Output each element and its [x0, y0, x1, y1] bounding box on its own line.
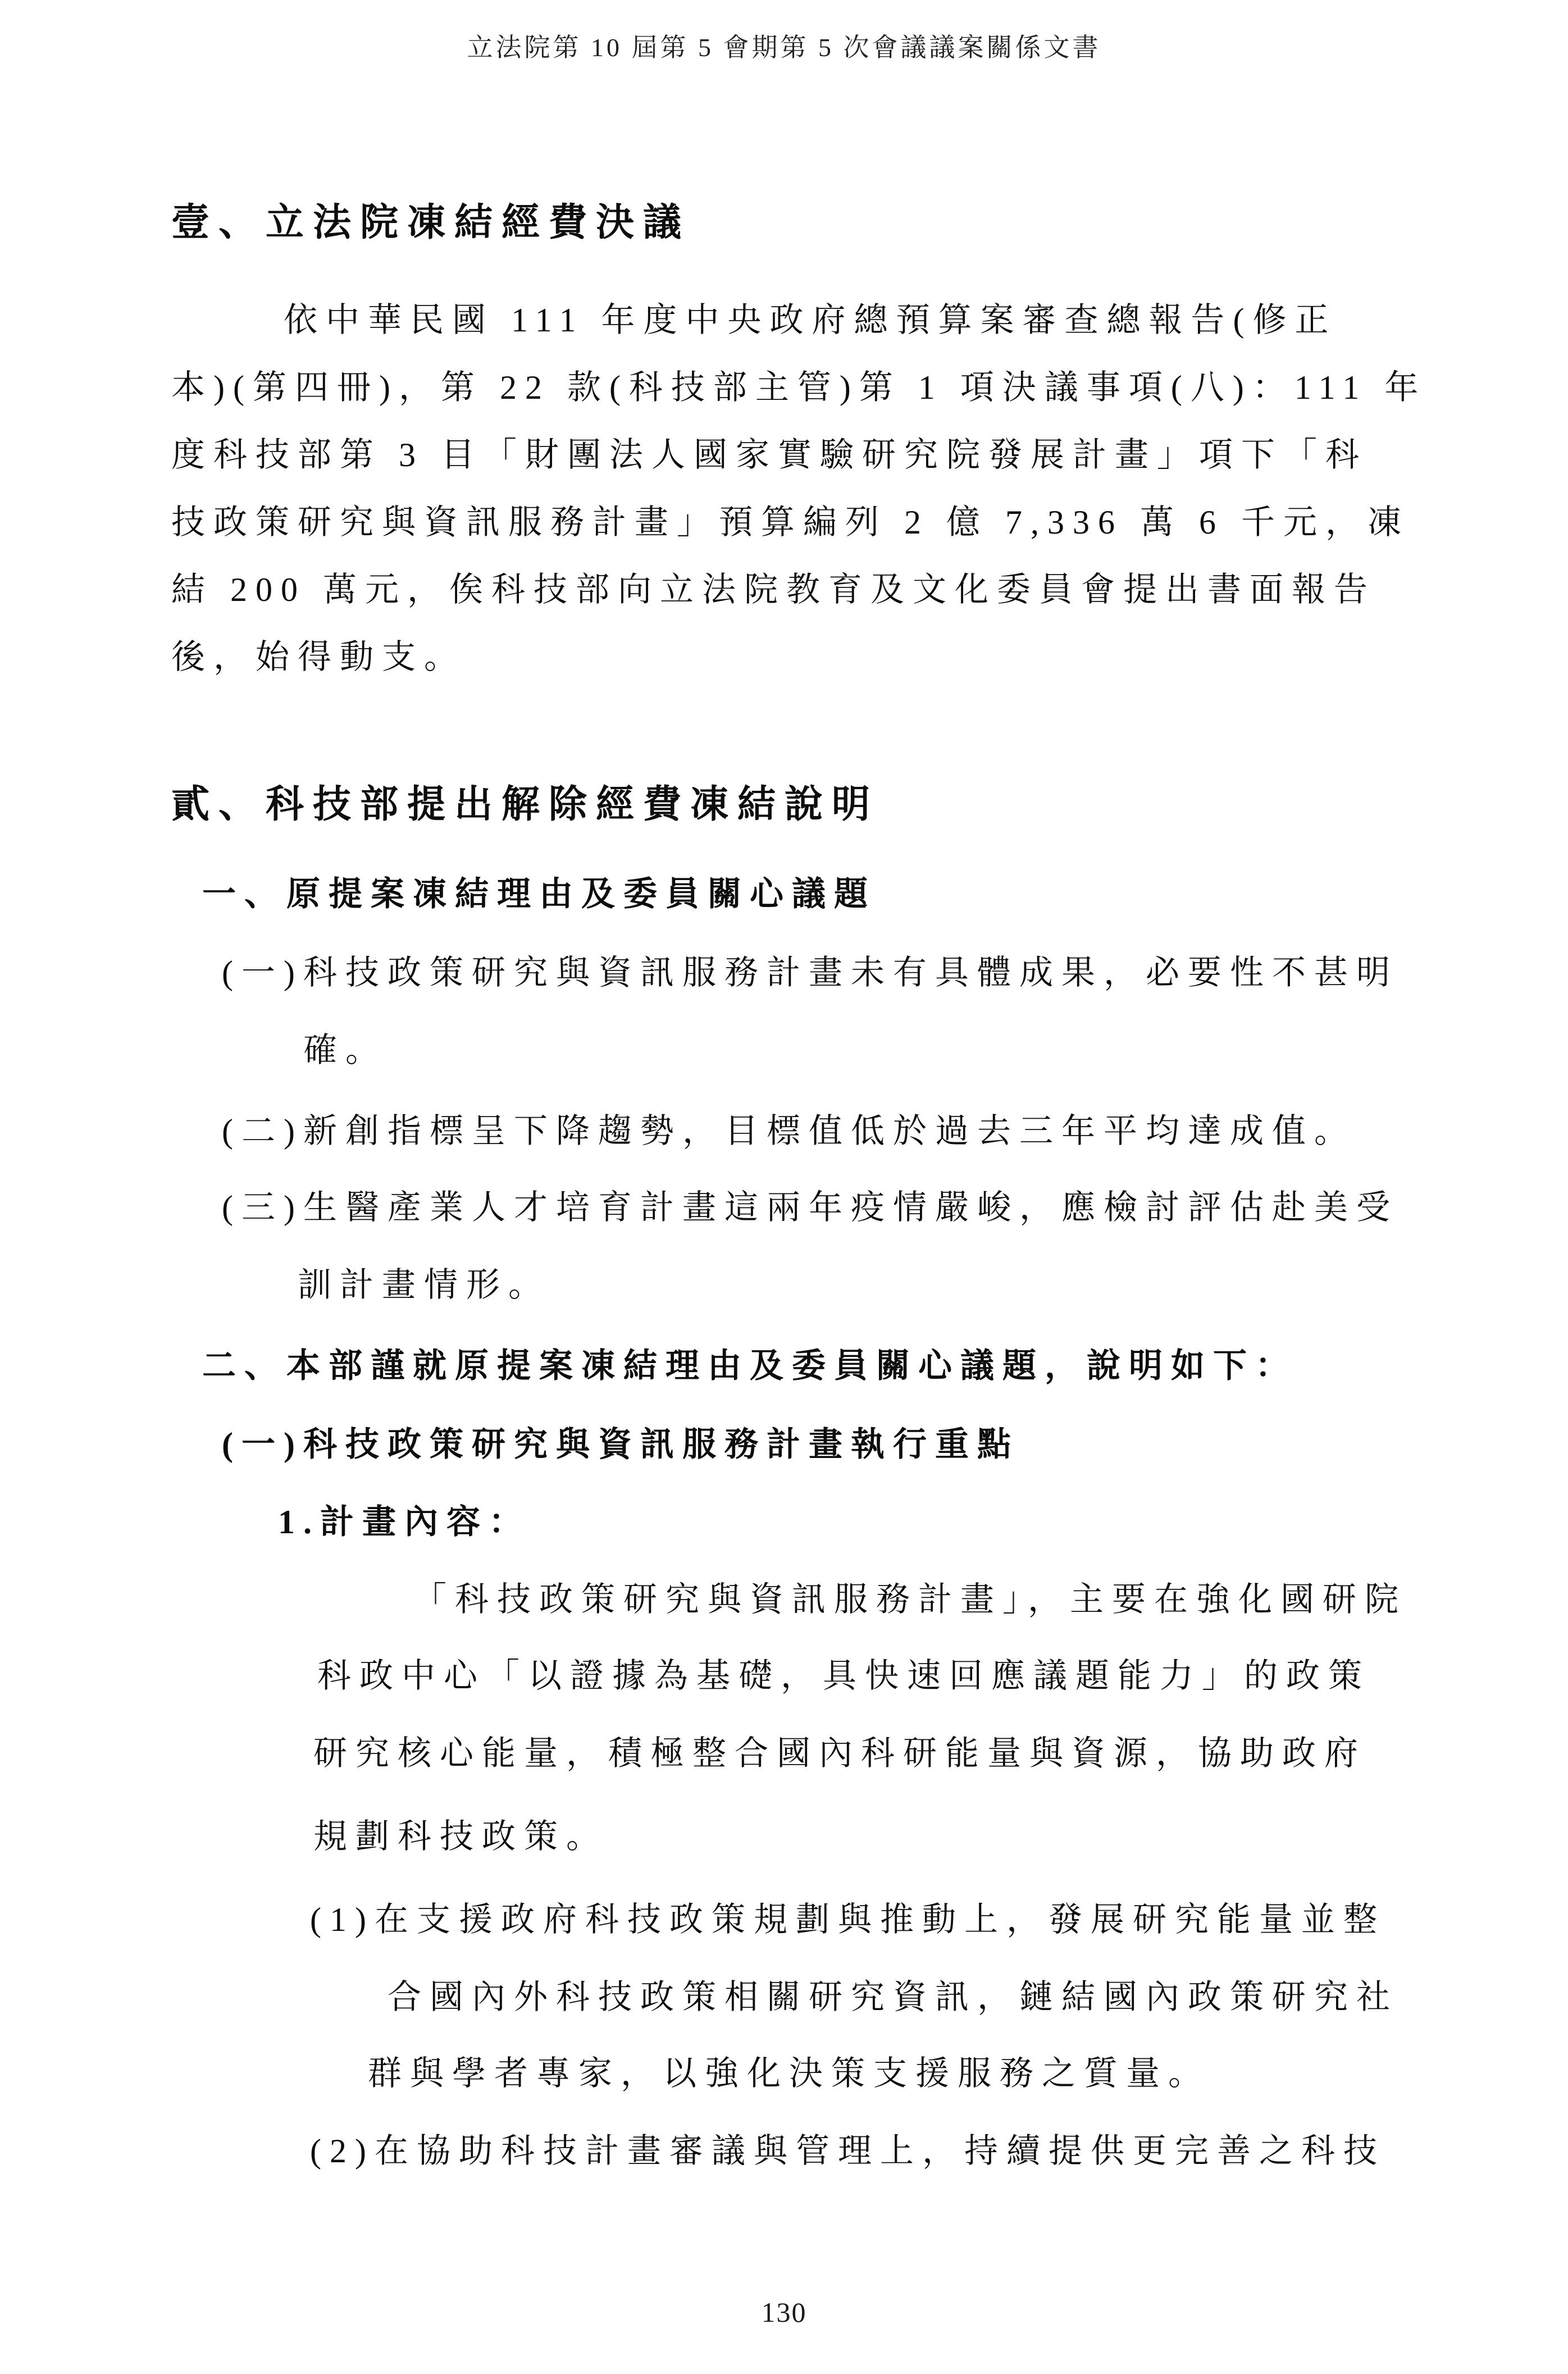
body-line: 研究核心能量，積極整合國內科研能量與資源，協助政府: [313, 1735, 1366, 1772]
list-item-line: (二)新創指標呈下降趨勢，目標值低於過去三年平均達成值。: [222, 1113, 1356, 1150]
section1-heading: 壹、立法院凍結經費決議: [171, 201, 691, 244]
numbered-item-line: 群與學者專家，以強化決策支援服務之質量。: [368, 2055, 1210, 2092]
subsection2-heading: 二、本部謹就原提案凍結理由及委員關心議題，說明如下：: [202, 1347, 1297, 1384]
body-line: 「科技政策研究與資訊服務計畫」，主要在強化國研院: [413, 1581, 1407, 1618]
list-item-line: (三)生醫產業人才培育計畫這兩年疫情嚴峻，應檢討評估赴美受: [222, 1189, 1398, 1226]
section2-heading: 貳、科技部提出解除經費凍結說明: [171, 783, 879, 826]
plan-content-heading: 1.計畫內容：: [278, 1503, 531, 1541]
list-item-line: (一)科技政策研究與資訊服務計畫未有具體成果，必要性不甚明: [222, 954, 1398, 991]
body-line: 規劃科技政策。: [313, 1818, 608, 1855]
subsection2-item1-heading: (一)科技政策研究與資訊服務計畫執行重點: [222, 1426, 1019, 1463]
subsection1-heading: 一、原提案凍結理由及委員關心議題: [202, 876, 876, 913]
numbered-item-line: 合國內外科技政策相關研究資訊，鏈結國內政策研究社: [388, 1979, 1398, 2016]
body-line: 技政策研究與資訊服務計畫」預算編列 2 億 7,336 萬 6 千元，凍: [171, 504, 1410, 541]
document-header-title: 立法院第 10 屆第 5 會期第 5 次會議議案關係文書: [467, 33, 1101, 62]
list-item-line: 訓計畫情形。: [298, 1266, 550, 1304]
page-number: 130: [761, 2296, 807, 2328]
numbered-item-line: (2)在協助科技計畫審議與管理上，持續提供更完善之科技: [310, 2133, 1385, 2170]
body-line: 科政中心「以證據為基礎，具快速回應議題能力」的政策: [317, 1657, 1370, 1694]
body-line: 本)(第四冊)，第 22 款(科技部主管)第 1 項決議事項(八)：111 年: [171, 369, 1427, 406]
numbered-item-line: (1)在支援政府科技政策規劃與推動上，發展研究能量並整: [310, 1901, 1385, 1938]
body-line: 度科技部第 3 目「財團法人國家實驗研究院發展計畫」項下「科: [171, 436, 1368, 473]
list-item-line: 確。: [303, 1032, 388, 1069]
body-line: 依中華民國 111 年度中央政府總預算案審查總報告(修正: [284, 302, 1337, 339]
body-line: 結 200 萬元，俟科技部向立法院教育及文化委員會提出書面報告: [171, 571, 1376, 608]
body-line: 後，始得動支。: [171, 639, 466, 676]
